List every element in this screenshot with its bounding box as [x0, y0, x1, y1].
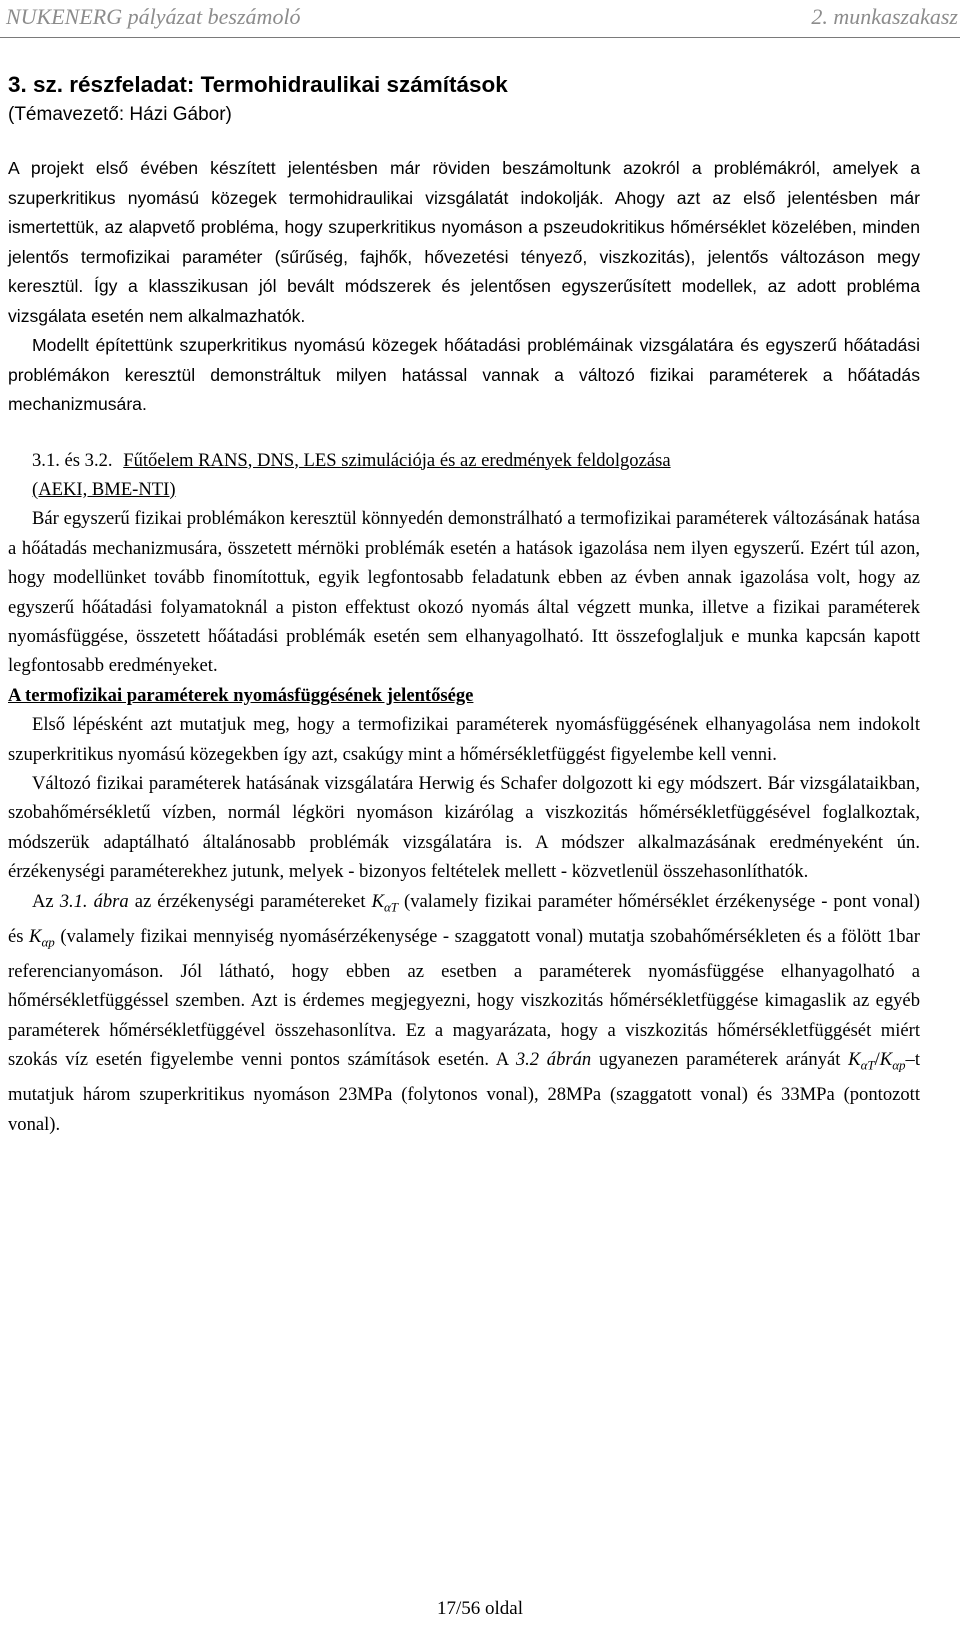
body-paragraph-3: Az 3.1. ábra az érzékenységi paramétereket $K_{\alpha T}$ (valamely fizikai paraméter hőmérséklet érzékenysége - pont vonal) és $K_{\alpha p}$ (valamely fizikai mennyiség nyomásérzékenysége - szaggatott vonal) mutatja szobahőmérsékleten és a fölött 1bar referencianyomáson. Jól látható, hogy ebben az esetben a paraméterek nyomásfüggése elhanyagolható a hőmérsékletfüggéssel szemben. Azt is érdemes megjegyezni, hogy viszkozitás hőmérsékletfüggése kimagaslik az egyéb paraméterek hőmérsékletfüggével összehasonlítva. Ez a magyarázata, hogy a viszkozitás hőmérsékletfüggését miért szokás víz esetén figyelembe venni pontos számítások esetén. A 3.2 ábrán ugyanezen paraméterek arányát $K_{\alpha T}/K_{\alpha p}-t$ mutatjuk három szuperkritikus nyomáson 23MPa (folytonos vonal), 28MPa (szaggatott vonal) és 33MPa (pontozott vonal).	[8, 890, 920, 1135]
subsection-title-line-2: (AEKI, BME-NTI)	[32, 478, 176, 500]
header-phase: 2. munkaszakasz	[811, 4, 958, 29]
figure-ref-3-1: 3.1. ábra	[59, 890, 129, 912]
body-paragraph-2: Változó fizikai paraméterek hatásának vizsgálatára Herwig és Schafer dolgozott ki egy módszert. Bár vizsgálataikban, szobahőmérsékletű vízben, normál légköri nyomáson kizárólag a viszkozitás hőmérsékletfüggésével foglalkoztak, módszerük adaptálható általánosabb problémák vizsgálatára is. A módszer alkalmazásának eredményeként ún. érzékenységi paraméterekhez jutunk, melyek - bizonyos feltételek mellett - közvetlenül összehasonlíthatók.	[8, 772, 920, 883]
subsection-paragraph-1: Bár egyszerű fizikai problémákon keresztül könnyedén demonstrálható a termofizikai paraméterek változásának hatása a hőátadás mechanizmusára, összetett mérnöki problémák esetén a hatások igazolása nem ilyen egyszerű. Ezért túl azon, hogy modellünket tovább finomítottuk, egyik legfontosabb feladatunk ebben az évben annak igazolása volt, hogy az egyszerű hőátadási folyamatoknál a piston effektust okozó nyomás által végzett munka, illetve a fizikai paraméterek nyomásfüggése, összetett hőátadási problémák esetén sem elhanyagolható. Itt összefoglaljuk e munka kapcsán kapott legfontosabb eredményeket.	[8, 508, 920, 677]
subsection-block	[8, 446, 920, 1140]
symbol-k-alpha-p: $K_{\alpha p}$	[879, 1049, 906, 1073]
header-rule	[0, 37, 960, 38]
text-run: ugyanezen paraméterek arányát	[591, 1049, 849, 1071]
page-content	[8, 70, 920, 1139]
section-subtitle: (Témavezető: Házi Gábor)	[8, 104, 232, 125]
subsection-number: 3.1. és 3.2.	[32, 449, 113, 471]
symbol-k-alpha-p: $K_{\alpha p}$	[29, 925, 55, 950]
heading-pressure-dependence: A termofizikai paraméterek nyomásfüggésének jelentősége	[8, 684, 474, 706]
figure-ref-3-2: 3.2 ábrán	[515, 1049, 592, 1071]
subsection-title-line-1: Fűtőelem RANS, DNS, LES szimulációja és az eredmények feldolgozása	[123, 449, 671, 471]
header-project-title: NUKENERG pályázat beszámoló	[6, 4, 301, 29]
subsection-heading	[8, 446, 920, 475]
text-run: (valamely fizikai mennyiség nyomásérzékenysége - szaggatott vonal) mutatja szobahőmérsékleten és a fölött 1bar referencianyomáson. Jól látható, hogy ebben az esetben a paraméterek nyomásfüggése elhanyagolható a hőmérsékletfüggéssel szemben. Azt is érdemes megjegyezni, hogy viszkozitás hőmérsékletfüggése kimagaslik az egyéb paraméterek hőmérsékletfüggével összehasonlítva. Ez a magyarázata, hogy a viszkozitás hőmérsékletfüggését miért szokás víz esetén figyelembe venni pontos számítások esetén. A	[8, 925, 920, 1071]
text-run: Az	[32, 890, 60, 912]
text-run: –t mutatjuk három szuperkritikus nyomáson 23MPa (folytonos vonal), 28MPa (szaggatott vonal) és 33MPa (pontozott vonal).	[8, 1049, 920, 1135]
page-number: 17/56 oldal	[436, 1598, 524, 1619]
text-run: (valamely fizikai paraméter hőmérséklet érzékenysége - pont vonal) és	[8, 890, 920, 947]
running-header	[0, 4, 960, 32]
text-run: az érzékenységi paramétereket	[128, 890, 372, 912]
intro-paragraph-2: Modellt építettünk szuperkritikus nyomású közegek hőátadási problémáinak vizsgálatára és egyszerű hőátadási problémákon keresztül demonstráltuk milyen hatással vannak a változó fizikai paraméterek a hőátadás mechanizmusára.	[8, 335, 920, 414]
section-title: 3. sz. részfeladat: Termohidraulikai számítások	[8, 72, 508, 97]
symbol-k-alpha-t: $K_{\alpha T}$	[848, 1049, 875, 1073]
body-paragraph-1: Első lépésként azt mutatjuk meg, hogy a termofizikai paraméterek nyomásfüggésének elhanyagolása nem indokolt szuperkritikus nyomású közegekben így azt, csakúgy mint a hőmérsékletfüggést figyelembe kell venni.	[8, 714, 920, 765]
symbol-k-alpha-t: $K_{\alpha T}$	[371, 890, 399, 915]
intro-block	[8, 154, 920, 420]
intro-paragraph-1: A projekt első évében készített jelentésben már röviden beszámoltunk azokról a problémákról, amelyek a szuperkritikus nyomású közegek termohidraulikai vizsgálatát indokolják. Ahogy azt az első jelentésben már ismertettük, az alapvető probléma, hogy szuperkritikus nyomáson a pszeudokritikus hőmérséklet közelében, minden jelentős termofizikai paraméter (sűrűség, fajhők, hővezetési tényező, viszkozitás), jelentős változáson megy keresztül. Így a klasszikusan jól bevált módszerek és jelentősen egyszerűsített modellek, az adott probléma vizsgálata esetén nem alkalmazhatók.	[8, 158, 920, 326]
